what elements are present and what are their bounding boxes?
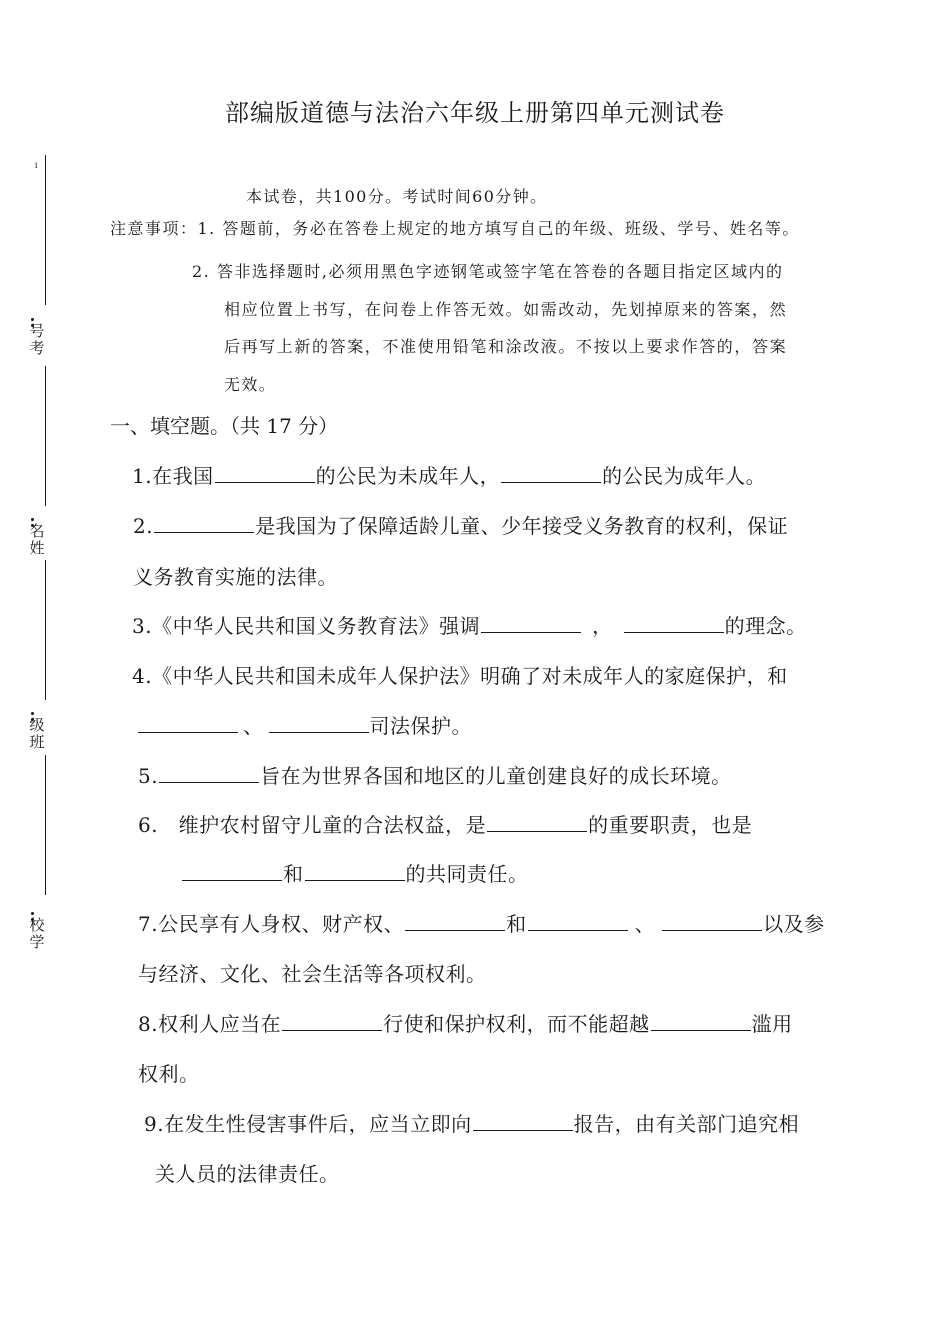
answer-blank[interactable] [662,910,762,931]
q6-text-b: 的重要职责，也是 [588,813,753,837]
answer-blank[interactable] [651,1010,751,1031]
question-7-cont: 与经济、文化、社会生活等各项权利。 [138,962,487,986]
q5-text-b: 旨在为世界各国和地区的儿童创建良好的成长环境。 [260,764,732,788]
q6-text-c: 和 [283,862,304,886]
question-9 [144,1108,799,1137]
binding-dot [31,912,34,915]
notice-line-4: 相应位置上书写，在问卷上作答无效。如需改动，先划掉原来的答案，然 [224,300,788,319]
q4-text-b: 、 [243,714,264,738]
question-9-cont: 关人员的法律责任。 [155,1162,340,1186]
q3-text-a: 3.《中华人民共和国义务教育法》强调 [132,614,481,638]
q1-text-c: 的公民为成年人。 [602,464,767,488]
answer-blank[interactable] [138,712,238,733]
q3-text-b: ， [592,614,613,638]
question-1 [132,460,766,489]
answer-blank[interactable] [528,910,628,931]
question-2 [133,510,788,539]
answer-blank[interactable] [501,462,601,483]
section-heading: 一、填空题。（共 17 分） [110,414,339,438]
answer-blank[interactable] [154,512,254,533]
q7-text-c: 、 [634,912,656,936]
binding-line-1 [45,155,46,305]
answer-blank[interactable] [487,811,587,832]
answer-blank[interactable] [305,860,405,881]
q9-text-a: 9.在发生性侵害事件后，应当立即向 [144,1112,472,1136]
q7-text-a: 7.公民享有人身权、财产权、 [138,912,405,936]
page-mark: 1 [34,162,39,170]
q6-text-a: 6. 维护农村留守儿童的合法权益，是 [138,813,487,837]
binding-dot [31,518,34,521]
q3-text-c: 的理念。 [724,614,807,638]
class-label: 级班 [29,716,45,751]
binding-line-4 [45,755,46,895]
notice-line-5: 后再写上新的答案，不准使用铅笔和涂改液。不按以上要求作答的，答案 [224,337,788,356]
q9-text-b: 报告，由有关部门追究相 [573,1112,800,1136]
q6-text-d: 的共同责任。 [405,862,529,886]
question-8-cont: 权利。 [138,1062,200,1086]
question-6-cont [181,858,529,887]
q1-text-b: 的公民为未成年人， [315,464,501,488]
exam-number-label: 号考 [29,322,45,357]
question-8 [138,1008,793,1037]
notice-line-1: 本试卷，共100分。考试时间60分钟。 [246,187,548,206]
q5-text-a: 5. [138,764,159,788]
answer-blank[interactable] [282,1010,382,1031]
q7-text-b: 和 [506,912,527,936]
answer-blank[interactable] [473,1110,573,1131]
question-3 [132,610,807,639]
question-4: 4.《中华人民共和国未成年人保护法》明确了对未成年人的家庭保护，和 [132,664,788,688]
question-7 [138,908,825,937]
q2-text-b: 是我国为了保障适龄儿童、少年接受义务教育的权利，保证 [255,514,789,538]
q8-text-a: 8.权利人应当在 [138,1012,282,1036]
q4-text-c: 司法保护。 [369,714,472,738]
question-4-cont [137,710,472,739]
question-6 [138,809,752,838]
binding-line-3 [45,560,46,700]
notice-line-3: 2. 答非选择题时,必须用黑色字迹钢笔或签字笔在答卷的各题目指定区域内的 [192,262,784,281]
name-label: 名姓 [29,522,45,557]
question-2-cont: 义务教育实施的法律。 [133,565,338,589]
notice-line-2: 注意事项：1. 答题前，务必在答卷上规定的地方填写自己的年级、班级、学号、姓名等。 [110,219,800,238]
q8-text-c: 滥用 [751,1012,793,1036]
binding-dot [31,712,34,715]
answer-blank[interactable] [159,762,259,783]
binding-line-2 [45,366,46,506]
answer-blank[interactable] [269,712,369,733]
q1-text-a: 1.在我国 [132,464,214,488]
notice-line-6: 无效。 [224,375,277,394]
answer-blank[interactable] [182,860,282,881]
q8-text-b: 行使和保护权利，而不能超越 [383,1012,650,1036]
answer-blank[interactable] [405,910,505,931]
page-title: 部编版道德与法治六年级上册第四单元测试卷 [225,99,725,127]
answer-blank[interactable] [624,612,724,633]
school-label: 校学 [29,916,45,951]
question-5 [138,760,732,789]
answer-blank[interactable] [215,462,315,483]
answer-blank[interactable] [481,612,581,633]
binding-dot [31,318,34,321]
q2-text-a: 2. [133,514,154,538]
q7-text-d: 以及参 [763,912,825,936]
